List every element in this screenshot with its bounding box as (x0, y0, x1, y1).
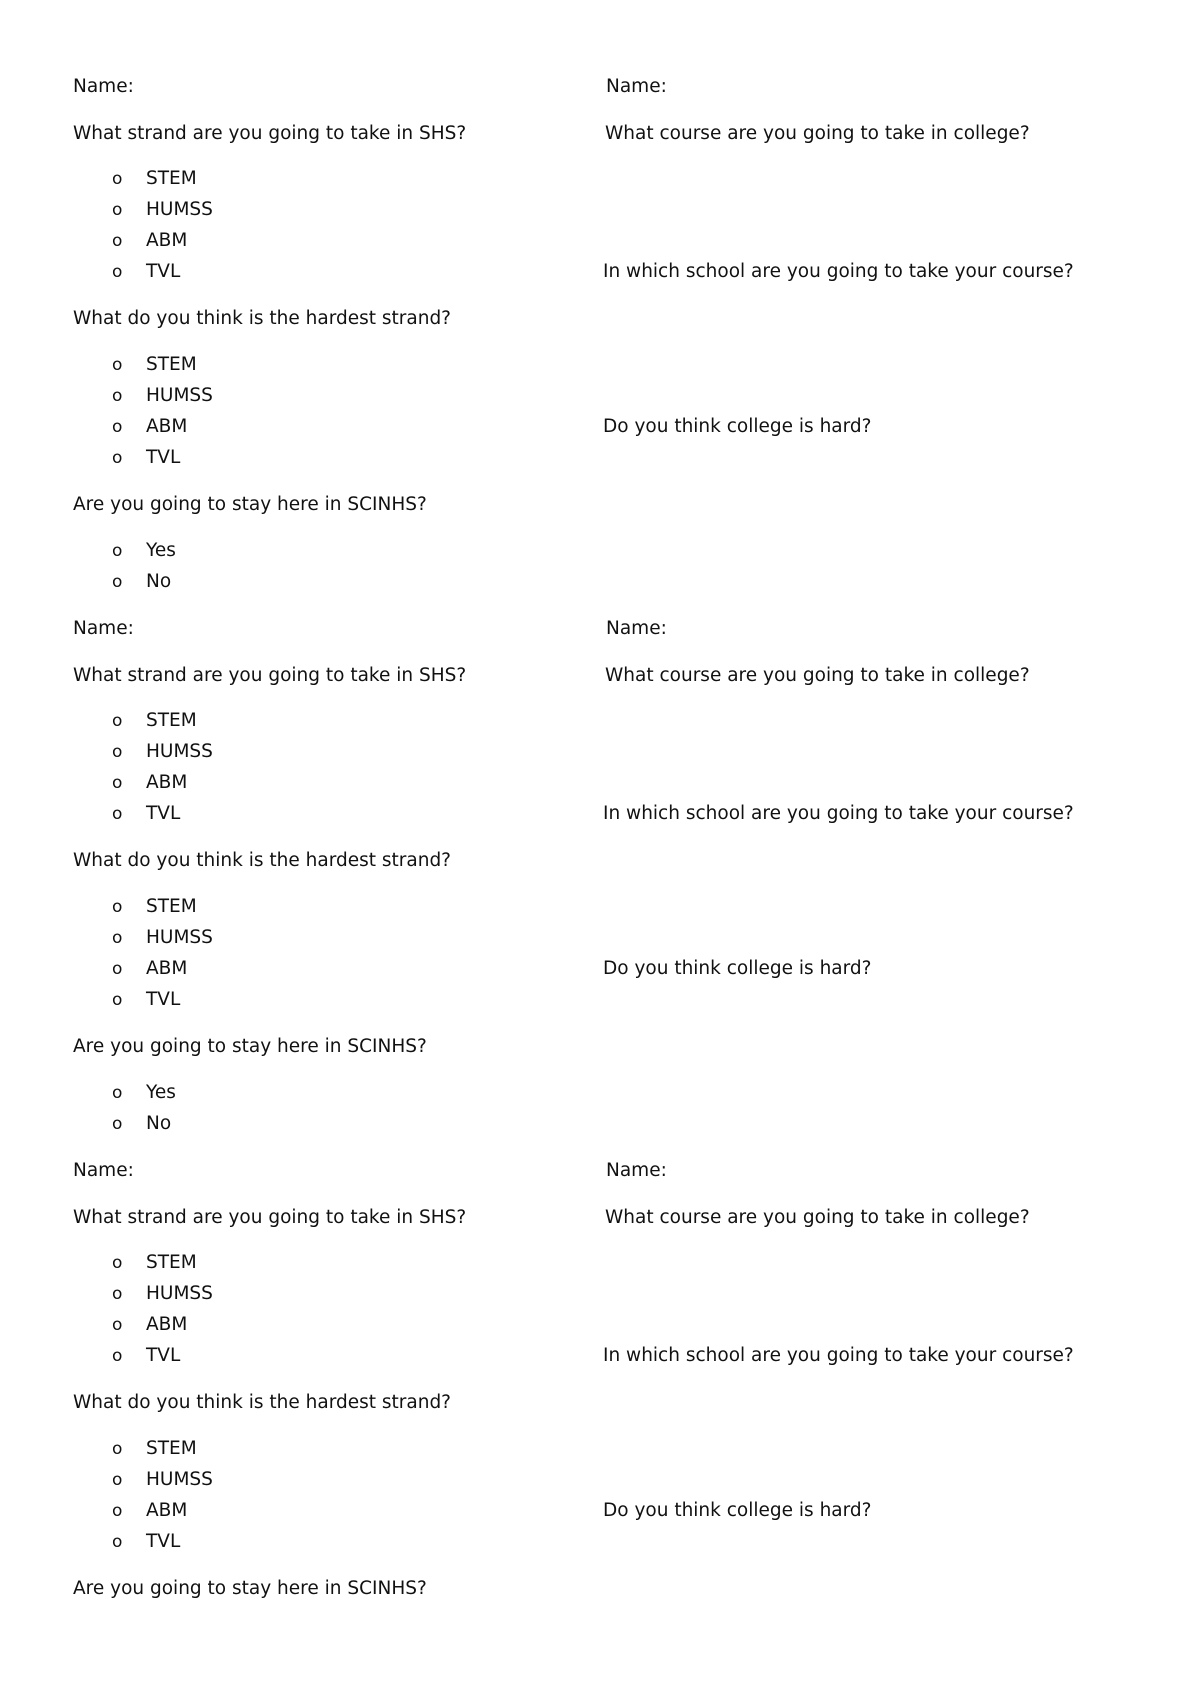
name-label: Name: (606, 76, 667, 97)
list-bullet: o (112, 1532, 123, 1552)
name-label: Name: (73, 1160, 134, 1181)
option-item: HUMSS (146, 1283, 213, 1304)
college-hard-question: Do you think college is hard? (603, 1500, 872, 1521)
option-item: ABM (146, 1314, 188, 1335)
college-school-question: In which school are you going to take your course? (603, 261, 1074, 282)
option-item: ABM (146, 416, 188, 437)
name-label: Name: (606, 1160, 667, 1181)
list-bullet: o (112, 1346, 123, 1366)
college-course-question: What course are you going to take in college? (605, 1207, 1030, 1228)
option-item: TVL (146, 1345, 181, 1366)
list-bullet: o (112, 355, 123, 375)
option-item: STEM (146, 1252, 197, 1273)
list-bullet: o (112, 1253, 123, 1273)
option-item: ABM (146, 958, 188, 979)
list-bullet: o (112, 169, 123, 189)
survey-form-1 (0, 68, 1200, 608)
option-item: ABM (146, 1500, 188, 1521)
list-bullet: o (112, 1284, 123, 1304)
option-item: TVL (146, 1531, 181, 1552)
list-bullet: o (112, 1083, 123, 1103)
list-bullet: o (112, 200, 123, 220)
stay-question: Are you going to stay here in SCINHS? (73, 1578, 427, 1599)
stay-question: Are you going to stay here in SCINHS? (73, 494, 427, 515)
hardest-strand-question: What do you think is the hardest strand? (73, 1392, 452, 1413)
option-item: STEM (146, 1438, 197, 1459)
list-bullet: o (112, 231, 123, 251)
college-course-question: What course are you going to take in college? (605, 123, 1030, 144)
stay-question: Are you going to stay here in SCINHS? (73, 1036, 427, 1057)
hardest-strand-question: What do you think is the hardest strand? (73, 850, 452, 871)
option-item: Yes (146, 1082, 176, 1103)
strand-question: What strand are you going to take in SHS? (73, 665, 467, 686)
option-item: STEM (146, 168, 197, 189)
list-bullet: o (112, 1315, 123, 1335)
list-bullet: o (112, 897, 123, 917)
list-bullet: o (112, 541, 123, 561)
college-hard-question: Do you think college is hard? (603, 958, 872, 979)
list-bullet: o (112, 386, 123, 406)
list-bullet: o (112, 1439, 123, 1459)
list-bullet: o (112, 1114, 123, 1134)
list-bullet: o (112, 773, 123, 793)
option-item: TVL (146, 989, 181, 1010)
college-school-question: In which school are you going to take your course? (603, 1345, 1074, 1366)
list-bullet: o (112, 711, 123, 731)
college-school-question: In which school are you going to take your course? (603, 803, 1074, 824)
option-item: STEM (146, 896, 197, 917)
option-item: HUMSS (146, 741, 213, 762)
strand-question: What strand are you going to take in SHS? (73, 1207, 467, 1228)
list-bullet: o (112, 1470, 123, 1490)
option-item: HUMSS (146, 199, 213, 220)
option-item: HUMSS (146, 1469, 213, 1490)
list-bullet: o (112, 262, 123, 282)
list-bullet: o (112, 959, 123, 979)
strand-question: What strand are you going to take in SHS? (73, 123, 467, 144)
list-bullet: o (112, 928, 123, 948)
college-course-question: What course are you going to take in college? (605, 665, 1030, 686)
option-item: ABM (146, 230, 188, 251)
option-item: ABM (146, 772, 188, 793)
option-item: HUMSS (146, 927, 213, 948)
college-hard-question: Do you think college is hard? (603, 416, 872, 437)
list-bullet: o (112, 804, 123, 824)
name-label: Name: (73, 618, 134, 639)
list-bullet: o (112, 448, 123, 468)
option-item: STEM (146, 354, 197, 375)
option-item: HUMSS (146, 385, 213, 406)
name-label: Name: (73, 76, 134, 97)
option-item: TVL (146, 803, 181, 824)
list-bullet: o (112, 742, 123, 762)
list-bullet: o (112, 1501, 123, 1521)
option-item: TVL (146, 447, 181, 468)
option-item: STEM (146, 710, 197, 731)
list-bullet: o (112, 990, 123, 1010)
option-item: TVL (146, 261, 181, 282)
name-label: Name: (606, 618, 667, 639)
survey-form-3 (0, 1152, 1200, 1652)
option-item: No (146, 571, 172, 592)
list-bullet: o (112, 417, 123, 437)
list-bullet: o (112, 572, 123, 592)
survey-form-2 (0, 610, 1200, 1150)
option-item: Yes (146, 540, 176, 561)
hardest-strand-question: What do you think is the hardest strand? (73, 308, 452, 329)
option-item: No (146, 1113, 172, 1134)
